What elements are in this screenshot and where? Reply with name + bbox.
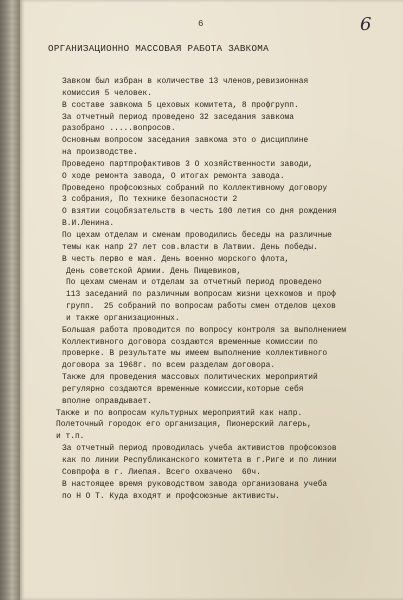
text-line: как по линии Республиканского комитета в г.Риге и по линии bbox=[62, 456, 337, 465]
text-line: регулярно создаются временные комиссии,которые себя bbox=[62, 384, 304, 394]
binding-edge bbox=[0, 0, 20, 600]
text-line: 113 заседаний по различным вопросам жизни цехкомов и проф bbox=[66, 290, 336, 300]
text-line: Большая работа проводится по вопросу контроля за выполнением bbox=[62, 325, 347, 335]
text-line: Проведено партпрофактивов 3 О хозяйственности заводи, bbox=[62, 159, 313, 169]
text-line: Полеточный городок его организация, Пионерский лагерь, bbox=[56, 420, 312, 430]
text-line: В настоящее время руководством завода организована учеба bbox=[62, 479, 328, 489]
text-line: темы как напр 27 лет сов.власти в Латвии. День победы. bbox=[62, 242, 318, 252]
text-line: групп. 25 собраний по вопросам работы смен отделов цехов bbox=[66, 302, 336, 312]
text-line: Проведено профсоюзных собраний по Коллективному договору bbox=[62, 183, 328, 193]
text-line: Совпрофа в г. Лиепая. Всего охвачено 60ч. bbox=[62, 467, 261, 477]
text-line: В составе завкома 5 цеховых комитета, 8 профгрупп. bbox=[62, 100, 299, 110]
text-line: В честь перво е мая. День военно морского флота, bbox=[62, 254, 290, 264]
text-line: Коллективного договора создаются временные комиссии по bbox=[62, 337, 318, 347]
text-line: В.И.Ленина. bbox=[62, 219, 115, 229]
text-line: Также для проведения массовых политических мероприятий bbox=[62, 373, 318, 383]
handwritten-page-number: 6 bbox=[360, 14, 372, 35]
text-line: 3 собрания, По технике безопасности 2 bbox=[62, 195, 238, 205]
text-line: Основным вопросом заседания завкома это о дисциплине bbox=[62, 136, 309, 146]
text-line: по Н О Т. Куда входят и профсоюзные активисты. bbox=[62, 491, 280, 501]
page-title: ОРГАНИЗАЦИОННО МАССОВАЯ РАБОТА ЗАВКОМА bbox=[48, 43, 269, 54]
text-line: По цехам сменам и отделам за отчетный период проведено bbox=[66, 278, 322, 288]
text-line: Также и по вопросам культурных мероприятий как напр. bbox=[56, 408, 303, 418]
text-line: комиссия 5 человек. bbox=[62, 88, 152, 98]
document-page bbox=[20, 0, 403, 600]
page-number: 6 bbox=[198, 19, 204, 29]
text-line: на производстве. bbox=[62, 148, 138, 158]
text-line: договора за 1968г. по всем разделам договора. bbox=[62, 361, 276, 371]
text-line: и т.п. bbox=[56, 432, 85, 442]
text-line: и также организационных. bbox=[66, 313, 180, 323]
text-line: разобрано .....вопросов. bbox=[62, 124, 176, 134]
text-line: День советской Армии. День Пищевиков, bbox=[66, 266, 242, 276]
text-line: За отчетный период проведено 32 заседания завкома bbox=[62, 112, 295, 122]
text-line: О взятии соцобязательств в честь 100 летия со дня рождения bbox=[62, 207, 337, 217]
text-line: За отчетный период проводилась учеба активистов профсоюзов bbox=[62, 444, 337, 454]
text-line: проверке. В результате мы имеем выполнение коллективного bbox=[62, 349, 328, 359]
text-line: вполне оправдывает. bbox=[62, 396, 152, 406]
body-text bbox=[56, 76, 400, 502]
text-line: О ходе ремонта завода, О итогах ремонта завода. bbox=[62, 171, 285, 181]
text-line: По цехам отделам и сменам проводились беседы на различные bbox=[62, 230, 332, 240]
text-line: Завком был избран в количестве 13 членов,ревизионная bbox=[62, 77, 309, 86]
